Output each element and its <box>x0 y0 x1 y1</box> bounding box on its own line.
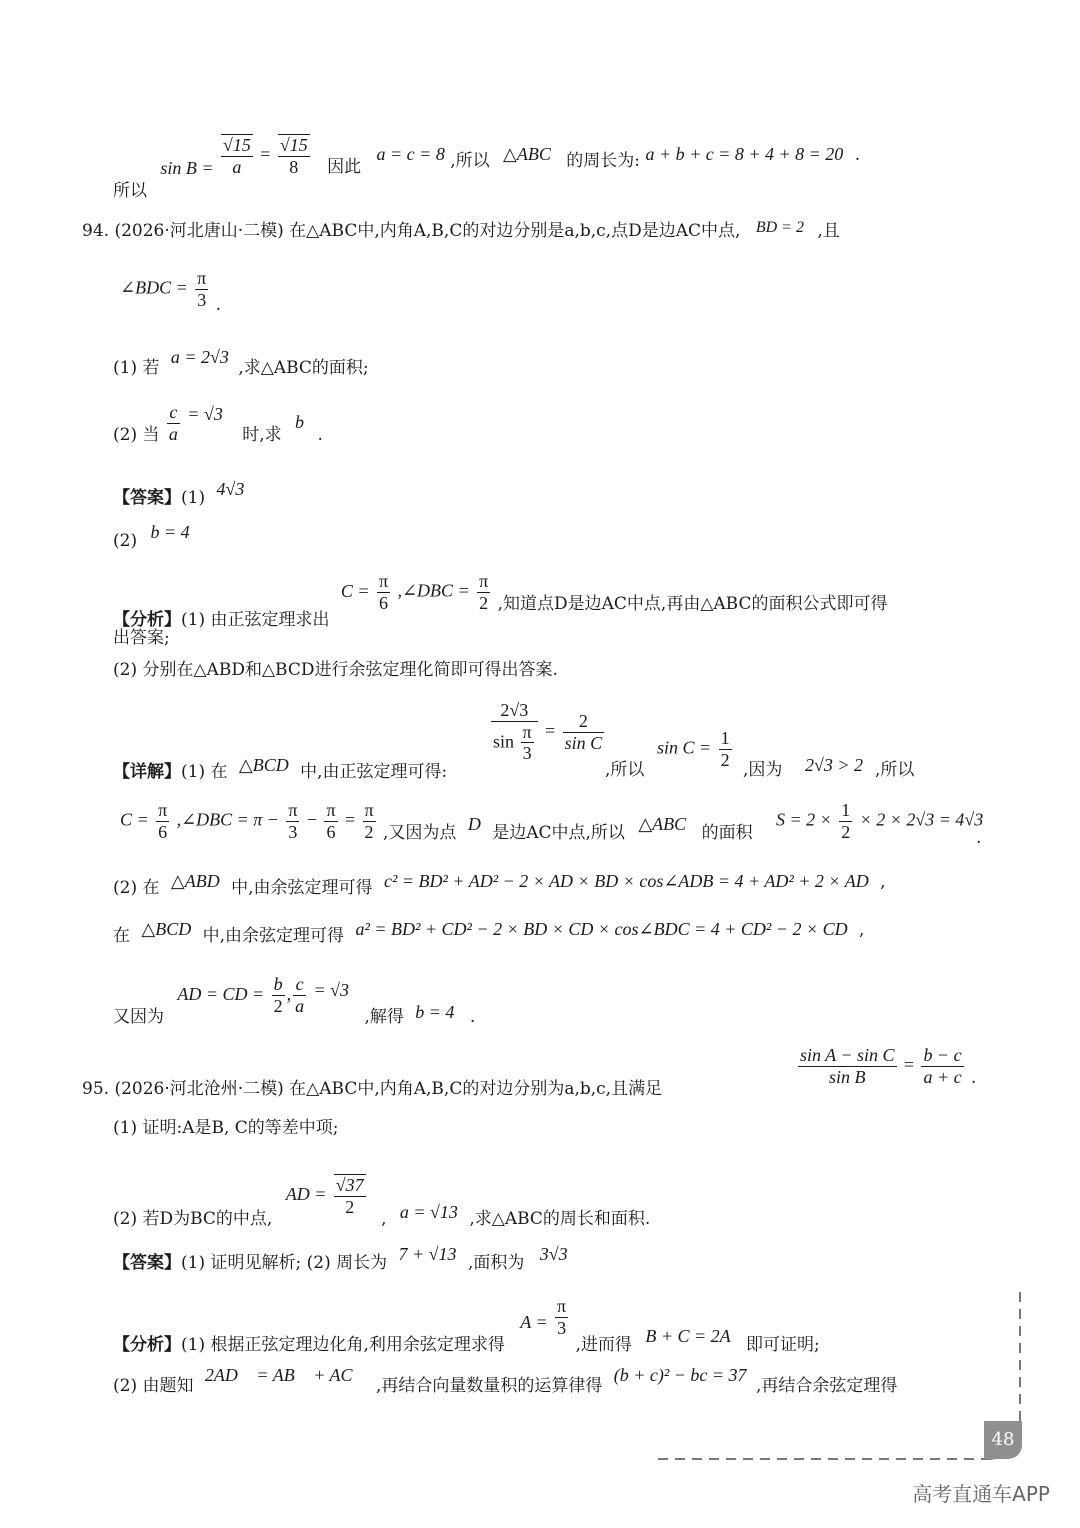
text: 因此 <box>327 157 362 178</box>
math: △BCD <box>141 919 192 939</box>
text: 的周长为: <box>566 151 641 172</box>
math: × 2 × 2√3 = 4√3 <box>859 809 984 830</box>
math: C = <box>340 580 370 601</box>
text: (1) 根据正弦定理边化角,利用余弦定理求得 <box>181 1334 505 1355</box>
math: △ABD <box>170 871 220 891</box>
text: . <box>469 1006 476 1027</box>
math: a = c = 8 <box>376 144 445 165</box>
text: ,且 <box>817 221 840 241</box>
text: ,再结合向量数量积的运算律得 <box>375 1376 603 1396</box>
math: 7 + √13 <box>398 1244 457 1264</box>
text: ,所以 <box>875 760 915 780</box>
math: sin C = <box>657 737 712 758</box>
math: sin B = <box>160 158 214 179</box>
math: A = <box>520 1311 548 1332</box>
text: ,所以 <box>605 760 645 780</box>
fraction: $\frac{\pi}{3}$ <box>557 1296 567 1338</box>
text: 中,由余弦定理可得 <box>202 926 345 946</box>
math: AD = CD = <box>177 983 265 1004</box>
text: 中,由余弦定理可得 <box>231 878 373 898</box>
fraction: $\frac{c}{a}$ <box>295 974 305 1016</box>
text: 即可证明; <box>746 1334 820 1355</box>
math: BD = 2 <box>755 219 804 236</box>
math: 2AD⃗ = AB⃗ + AC⃗ <box>204 1365 367 1385</box>
fraction: $\frac{\pi}{2}$ <box>479 571 489 613</box>
math: b = 4 <box>150 522 190 542</box>
text: . <box>971 1067 977 1088</box>
math: AD = <box>285 1184 327 1205</box>
text: (1) 在 <box>181 762 228 782</box>
fraction: $\frac{c}{a}$ <box>168 402 178 444</box>
math: 2√3 > 2 <box>805 755 864 775</box>
text: 是边AC中点,所以 <box>492 822 625 843</box>
fraction: $\frac{\pi}{6}$ <box>378 571 389 613</box>
fraction: $\frac{\pi}{3}$ <box>288 800 298 842</box>
text: 所以 <box>113 181 147 202</box>
fraction: $\frac{b - c}{a + c}$ <box>923 1045 962 1087</box>
fraction: $\frac{\text{sin A − sin C}}{\text{sin B}}$ <box>800 1045 895 1087</box>
text: , <box>859 920 865 940</box>
text: (2) 当 <box>113 424 160 445</box>
text: 出答案; <box>113 628 170 648</box>
label: 【答案】 <box>113 488 181 508</box>
math: a = 2√3 <box>170 347 229 367</box>
math: = <box>260 144 271 165</box>
fraction: $\frac{1}{2}$ <box>841 800 851 842</box>
text: ,求△ABC的面积; <box>238 358 369 378</box>
text: 95. (2026·河北沧州·二模) 在△ABC中,内角A,B,C的对边分别为a,b,c,且满足 <box>82 1079 663 1099</box>
text: ,求△ABC的周长和面积. <box>469 1209 651 1230</box>
math: = √3 <box>187 403 223 424</box>
math: ∠BDC = <box>120 277 188 298</box>
label: 【详解】 <box>113 762 181 782</box>
text: , <box>381 1209 387 1230</box>
fraction: $\frac{\pi}{6}$ <box>158 800 168 842</box>
math: = <box>545 720 556 741</box>
fraction: $\frac{\pi}{3}$ <box>197 268 207 310</box>
watermark: 高考直通车APP <box>912 1482 1050 1506</box>
math: △ABC <box>503 144 551 165</box>
text: ,又因为点 <box>383 822 457 843</box>
text: 又因为 <box>113 1006 164 1027</box>
math: c² = BD² + AD² − 2 × AD × BD × cos∠ADB = 4 + AD² + 2 × AD <box>383 871 869 891</box>
text: . <box>215 294 222 315</box>
text: (2) 若D为BC的中点, <box>113 1209 273 1230</box>
text: (2) 由题知 <box>113 1376 194 1396</box>
text: ,因为 <box>743 760 783 780</box>
math: − <box>306 809 318 830</box>
text: ,面积为 <box>467 1253 525 1273</box>
text: ,进而得 <box>575 1334 632 1355</box>
text: ,所以 <box>450 151 490 172</box>
math: (b + c)² − bc = 37 <box>613 1365 747 1385</box>
fraction: $\frac{√15}{8}$ <box>279 135 308 177</box>
text: (1) <box>181 488 206 508</box>
math: a = √13 <box>399 1202 458 1223</box>
label: 【答案】 <box>113 1253 181 1273</box>
text: 在 <box>113 926 130 946</box>
math: a² = BD² + CD² − 2 × BD × CD × cos∠BDC = 4 + CD² − 2 × CD <box>355 919 848 939</box>
text: , <box>880 872 886 892</box>
text: ,解得 <box>364 1006 404 1027</box>
fraction: $\frac{1}{2}$ <box>720 728 730 770</box>
math: △ABC <box>638 813 687 834</box>
label: 【分析】 <box>113 609 181 630</box>
text: 94. (2026·河北唐山·二模) 在△ABC中,内角A,B,C的对边分别是a,b,c,点D是边AC中点, <box>82 221 741 241</box>
math: = <box>903 1054 915 1075</box>
math: B + C = 2A <box>645 1325 731 1346</box>
math: C = <box>120 809 149 830</box>
text: 中,由正弦定理可得: <box>300 762 448 782</box>
math: 4√3 <box>216 479 245 499</box>
math: ,∠DBC = π − <box>176 809 279 830</box>
text: (1) 由正弦定理求出 <box>181 609 330 630</box>
math: b = 4 <box>415 1001 455 1022</box>
math: △BCD <box>238 755 289 775</box>
text: (1) 证明:A是B, C的等差中项; <box>113 1118 339 1138</box>
math: D <box>467 813 481 834</box>
fraction: $\frac{2}{\text{sin C}}$ <box>564 710 603 753</box>
math: S = 2 × <box>776 809 832 830</box>
text: (1) 若 <box>113 358 160 378</box>
text: . <box>854 145 861 166</box>
text: 的面积 <box>701 822 753 843</box>
text: ,再结合余弦定理得 <box>755 1376 898 1396</box>
text: (1) 证明见解析; (2) 周长为 <box>181 1253 388 1273</box>
label: 【分析】 <box>113 1334 181 1355</box>
text: (2) <box>113 531 138 551</box>
fraction: $\frac{\pi}{6}$ <box>326 800 336 842</box>
page-number: 48 <box>984 1421 1022 1459</box>
math: = √3 <box>313 979 350 1000</box>
fraction: $\frac{√15}{a}$ <box>222 135 251 177</box>
math: ,∠DBC = <box>397 580 470 601</box>
fraction: $\frac{b}{2}$ <box>273 974 283 1016</box>
fraction: 2√3 sin $\frac{\pi}{3}$ <box>491 700 538 764</box>
math: a + b + c = 8 + 4 + 8 = 20 <box>645 144 844 165</box>
fraction: $\frac{\pi}{2}$ <box>364 800 374 842</box>
text: ,知道点D是边AC中点,再由△ABC的面积公式即可得 <box>497 593 888 614</box>
text: . <box>976 828 982 848</box>
text: (2) 在 <box>113 878 160 898</box>
math: 3√3 <box>539 1244 568 1264</box>
fraction: $\frac{√37}{2}$ <box>335 1175 364 1217</box>
q94-detail5: 又因为 AD = CD = $\frac{b}{2}$ , $\frac{c}{a}$ = √3 ,解得 b = 4 . <box>113 974 476 1027</box>
text: 时,求 <box>242 424 282 445</box>
text: (2) 分别在△ABD和△BCD进行余弦定理化简即可得出答案. <box>113 660 558 680</box>
math: = <box>344 809 356 830</box>
math: b <box>295 411 305 432</box>
text: . <box>317 424 323 445</box>
